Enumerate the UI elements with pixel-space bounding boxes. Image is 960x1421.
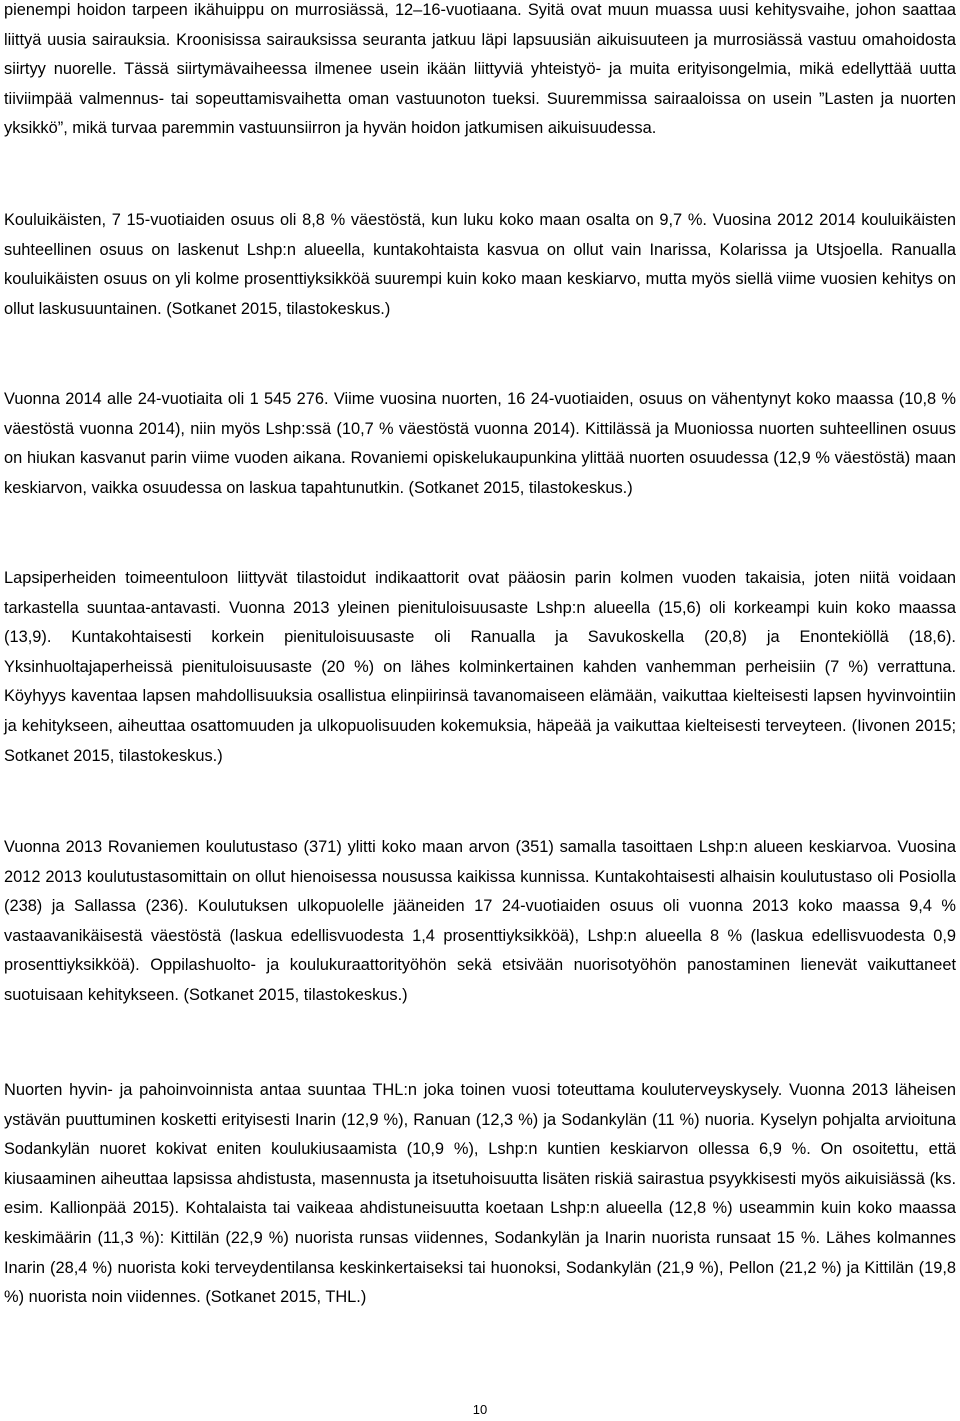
page-number: 10	[472, 1402, 488, 1417]
paragraph-family-income: Lapsiperheiden toimeentuloon liittyvät tilastoidut indikaattorit ovat pääosin parin kolmen vuoden takaisia, joten niitä voidaan tarkastella suuntaa-antavasti. Vuonna 2013 yleinen pienituloisuusaste Lshp:n alueella (15,6) oli korkeampi kuin koko maassa (13,9). Kuntakohtaisesti korkein pienituloisuusaste oli Ranualla ja Savukoskella (20,8) ja Enontekiöllä (18,6). Yksinhuoltajaperheissä pienituloisuusaste (20 %) on lähes kolminkertainen kahden vanhemman perheisiin (7 %) verrattuna. Köyhyys kaventaa lapsen mahdollisuuksia osallistua elinpiirinsä tavanomaiseen elämään, vaikuttaa kielteisesti lapsen hyvinvointiin ja kehitykseen, aiheuttaa osattomuuden ja ulkopuolisuuden kokemuksia, häpeää ja vaikuttaa kielteisesti terveyteen. (Iivonen 2015; Sotkanet 2015, tilastokeskus.)	[4, 569, 956, 765]
paragraph-school-age-share: Kouluikäisten, 7 15-vuotiaiden osuus oli 8,8 % väestöstä, kun luku koko maan osalta on 9,7 %. Vuosina 2012 2014 kouluikäisten suhteellinen osuus on laskenut Lshp:n alueella, kuntakohtaista kasvua on ollut vain Inarissa, Kolarissa ja Utsjoella. Ranualla kouluikäisten osuus on yli kolme prosenttiyksikköä suurempi kuin koko maan keskiarvo, mutta myös siellä viime vuosien kehitys on ollut laskusuuntainen. (Sotkanet 2015, tilastokeskus.)	[4, 211, 956, 318]
paragraph-adolescent-care: pienempi hoidon tarpeen ikähuippu on murrosiässä, 12–16-vuotiaana. Syitä ovat muun muassa uusi kehitysvaihe, johon saattaa liittyä uusia sairauksia. Kroonisissa sairauksissa seuranta jatkuu läpi lapsuusiän aikuisuuteen ja murrosiässä vastuu omahoidosta siirtyy nuorelle. Tässä siirtymävaiheessa ilmenee usein ikään liittyviä yhteistyö- ja muita erityisongelmia, mikä edellyttää uutta tiiviimpää valmennus- tai sopeuttamisvaihetta oman vastuunoton tueksi. Suuremmissa sairaaloissa on usein ”Lasten ja nuorten yksikkö”, mikä turvaa paremmin vastuunsiirron ja hyvän hoidon jatkumisen aikuisuudessa.	[4, 1, 956, 138]
paragraph-education-level: Vuonna 2013 Rovaniemen koulutustaso (371) ylitti koko maan arvon (351) samalla tasoittaen Lshp:n alueen keskiarvoa. Vuosina 2012 2013 koulutustasomittain on ollut hienoisessa nousussa kaikissa kunnissa. Kuntakohtaisesti alhaisin koulutustaso oli Posiolla (238) ja Sallassa (236). Koulutuksen ulkopuolelle jääneiden 17 24-vuotiaiden osuus oli vuonna 2013 koko maassa 9,4 % vastaavanikäisestä väestöstä (laskua edellisvuodesta 1,4 prosenttiyksikköä), Lshp:n alueella 8 % (laskua edellisvuodesta 0,9 prosenttiyksikköä). Oppilashuolto- ja koulukuraattorityöhön sekä etsivään nuorisotyöhön panostaminen lienevät vaikuttaneet suotuisaan kehitykseen. (Sotkanet 2015, tilastokeskus.)	[4, 838, 956, 1004]
paragraph-youth-share: Vuonna 2014 alle 24-vuotiaita oli 1 545 276. Viime vuosina nuorten, 16 24-vuotiaiden, osuus on vähentynyt koko maassa (10,8 % väestöstä vuonna 2014), niin myös Lshp:ssä (10,7 % väestöstä vuonna 2014). Kittilässä ja Muoniossa nuorten suhteellinen osuus on hiukan kasvanut parin viime vuoden aikana. Rovaniemi opiskelukaupunkina ylittää nuorten osuudessa (12,9 % väestöstä) maan keskiarvon, vaikka osuudessa on laskua tapahtunutkin. (Sotkanet 2015, tilastokeskus.)	[4, 390, 956, 497]
paragraph-youth-wellbeing: Nuorten hyvin- ja pahoinvoinnista antaa suuntaa THL:n joka toinen vuosi toteuttama kouluterveyskysely. Vuonna 2013 läheisen ystävän puuttuminen kosketti erityisesti Inarin (12,9 %), Ranuan (12,3 %) ja Sodankylän (11 %) nuoria. Kyselyn pohjalta arvioituna Sodankylän nuoret kokivat eniten koulukiusaamista (10,9 %), Lshp:n kuntien keskiarvon ollessa 6,9 %. On osoitettu, että kiusaaminen aiheuttaa lapsissa ahdistusta, masennusta ja itsetuhoisuutta lisäten riskiä sairastua psyykkisesti myös aikuisiässä (ks. esim. Kallionpää 2015). Kohtalaista tai vaikeaa ahdistuneisuutta koetaan Lshp:n alueella (12,8 %) useammin kuin koko maassa keskimäärin (11,3 %): Kittilän (22,9 %) nuorista runsas viidennes, Sodankylän ja Inarin nuorista runsaat 15 %. Lähes kolmannes Inarin (28,4 %) nuorista koki terveydentilansa keskinkertaiseksi tai huonoksi, Sodankylän (21,9 %), Pellon (21,2 %) ja Kittilän (19,8 %) nuorista noin viidennes. (Sotkanet 2015, THL.)	[4, 1081, 956, 1307]
